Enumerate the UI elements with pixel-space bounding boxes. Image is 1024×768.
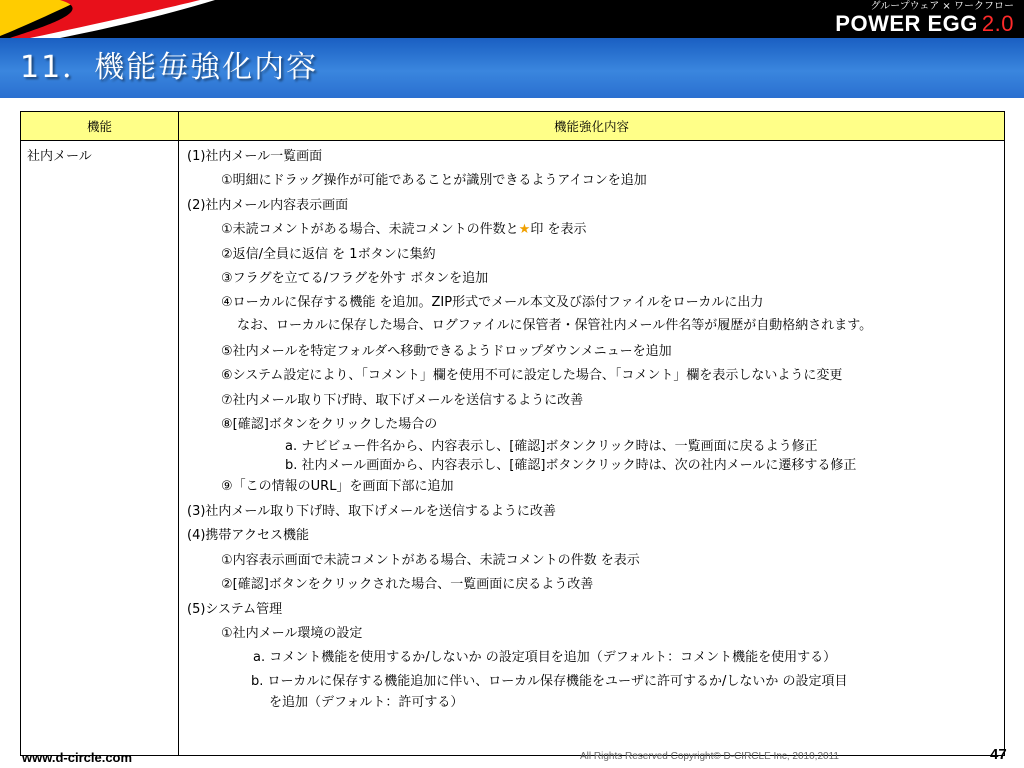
detail-text: ①未読コメントがある場合、未読コメントの件数と bbox=[221, 222, 519, 238]
detail-line: (4)携帯アクセス機能 bbox=[187, 528, 310, 544]
detail-line: ①内容表示画面で未読コメントがある場合、未読コメントの件数 を表示 bbox=[221, 552, 640, 568]
detail-text: 印 を表示 bbox=[530, 222, 587, 238]
header-bar bbox=[0, 0, 1024, 38]
brand-name: POWER EGG bbox=[835, 11, 978, 36]
page-title: 11．機能毎強化内容 bbox=[20, 50, 319, 85]
detail-line: b. 社内メール画面から、内容表示し、[確認]ボタンクリック時は、次の社内メールに遷移する修正 bbox=[285, 458, 857, 474]
column-header-function: 機能 bbox=[21, 112, 179, 141]
detail-line: a. コメント機能を使用するか/しないか の設定項目を追加（デフォルト：コメント機能を使用する） bbox=[253, 650, 837, 666]
detail-line: b. ローカルに保存する機能追加に伴い、ローカル保存機能をユーザに許可するか/しないか の設定項目 bbox=[251, 673, 848, 689]
star-icon: ★ bbox=[518, 222, 531, 238]
detail-line: ⑨「この情報のURL」を画面下部に追加 bbox=[221, 479, 454, 495]
detail-line: ⑦社内メール取り下げ時、取下げメールを送信するように改善 bbox=[221, 392, 584, 408]
table-row bbox=[21, 141, 1005, 756]
detail-line: ⑧[確認]ボタンをクリックした場合の bbox=[221, 417, 438, 433]
footer-copyright: All Rights Reserved Copyright© D-CIRCLE Inc, 2010,2011 bbox=[580, 751, 839, 762]
detail-line: ②[確認]ボタンをクリックされた場合、一覧画面に戻るよう改善 bbox=[221, 577, 594, 593]
detail-line: (2)社内メール内容表示画面 bbox=[187, 197, 349, 213]
detail-line: (3)社内メール取り下げ時、取下げメールを送信するように改善 bbox=[187, 503, 556, 519]
detail-line: a. ナビビュー件名から、内容表示し、[確認]ボタンクリック時は、一覧画面に戻るよう修正 bbox=[285, 439, 818, 455]
page-number: 47 bbox=[990, 746, 1007, 763]
logo-swoosh-icon bbox=[0, 0, 260, 38]
detail-line: ④ローカルに保存する機能 を追加。ZIP形式でメール本文及び添付ファイルをローカルに出力 bbox=[221, 295, 764, 311]
detail-line: ②返信/全員に返信 を 1ボタンに集約 bbox=[221, 246, 436, 262]
detail-line: ③フラグを立てる/フラグを外す ボタンを追加 bbox=[221, 271, 489, 287]
detail-line: を追加（デフォルト：許可する） bbox=[269, 694, 464, 710]
brand-logo-text bbox=[835, 12, 1014, 36]
enhancement-details-cell bbox=[179, 141, 1005, 756]
title-bar bbox=[0, 38, 1024, 98]
function-name-cell: 社内メール bbox=[21, 141, 179, 756]
brand-version: 2.0 bbox=[981, 11, 1014, 36]
table-header-row bbox=[21, 112, 1005, 141]
detail-line: (5)システム管理 bbox=[187, 601, 283, 617]
detail-line: なお、ローカルに保存した場合、ログファイルに保管者・保管社内メール件名等が履歴が自動格納されます。 bbox=[237, 317, 873, 333]
detail-line bbox=[187, 218, 996, 242]
brand-subtitle: グループウェア × ワークフロー bbox=[870, 1, 1014, 12]
column-header-enhancements: 機能強化内容 bbox=[179, 112, 1005, 141]
detail-line: ⑤社内メールを特定フォルダへ移動できるようドロップダウンメニューを追加 bbox=[221, 343, 672, 359]
detail-line: ①社内メール環境の設定 bbox=[221, 625, 363, 641]
detail-line: ①明細にドラッグ操作が可能であることが識別できるようアイコンを追加 bbox=[221, 173, 647, 189]
feature-table bbox=[20, 111, 1005, 756]
detail-line: ⑥システム設定により、「コメント」欄を使用不可に設定した場合、「コメント」欄を表示しないように変更 bbox=[221, 368, 843, 384]
footer-url-link[interactable]: www.d-circle.com bbox=[22, 750, 133, 765]
detail-line: (1)社内メール一覧画面 bbox=[187, 149, 323, 164]
